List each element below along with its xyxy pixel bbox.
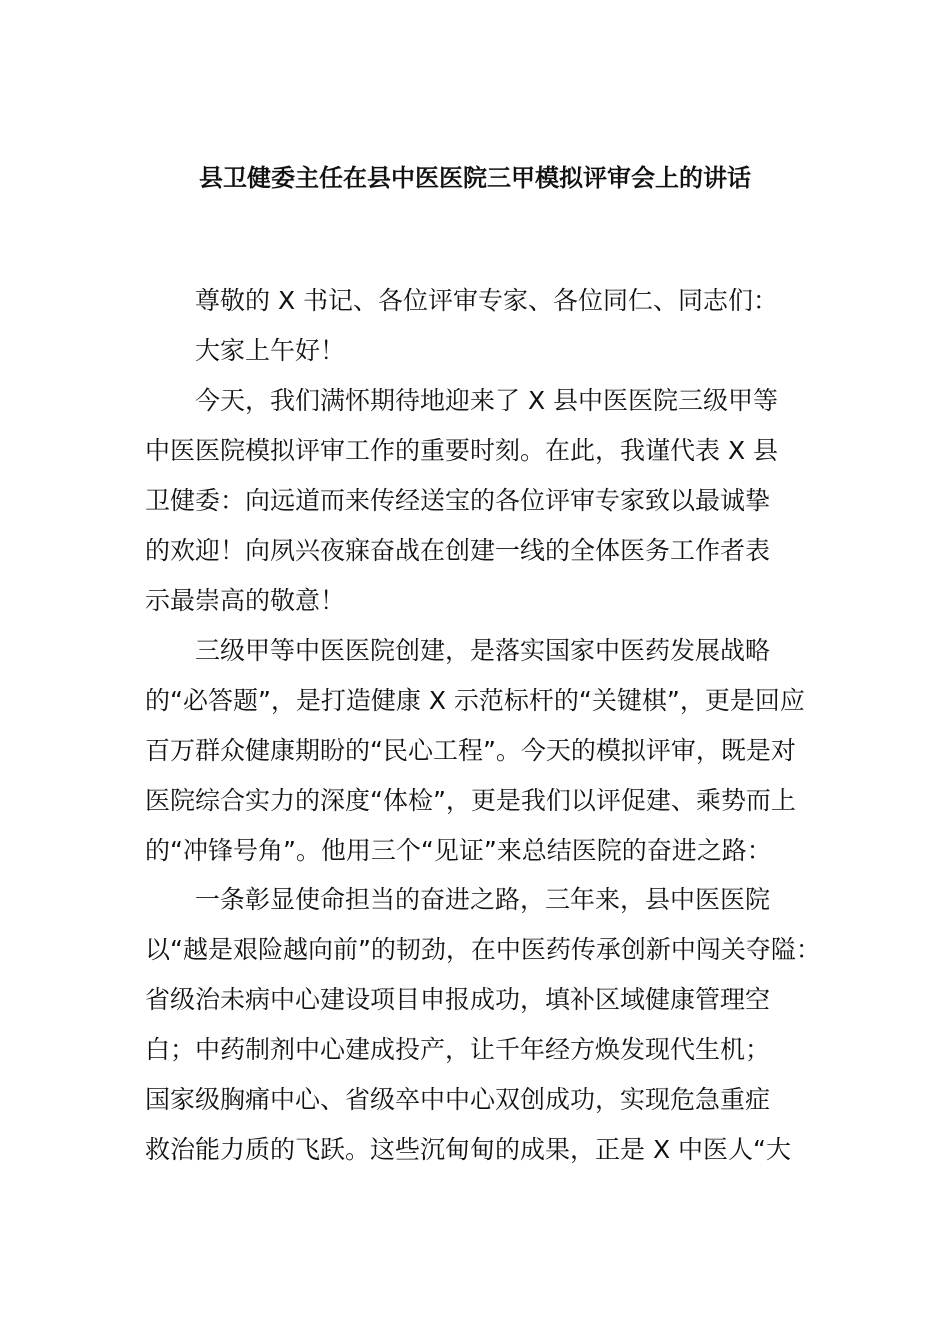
paragraph-line: 以“越是艰险越向前”的韧劲，在中医药传承创新中闯关夺隘： xyxy=(145,935,821,964)
paragraph-line: 的欢迎！向夙兴夜寐奋战在创建一线的全体医务工作者表 xyxy=(145,536,771,565)
paragraph-line: 白；中药制剂中心建成投产，让千年经方焕发现代生机； xyxy=(145,1035,771,1064)
paragraph-line: 救治能力质的飞跃。这些沉甸甸的成果，正是 X 中医人“大 xyxy=(145,1135,791,1164)
paragraph-line: 省级治未病中心建设项目申报成功，填补区域健康管理空 xyxy=(145,985,771,1014)
paragraph-line: 中医医院模拟评审工作的重要时刻。在此，我谨代表 X 县 xyxy=(145,436,779,465)
paragraph-line: 一条彰显使命担当的奋进之路，三年来，县中医医院 xyxy=(195,885,771,914)
paragraph-line: 三级甲等中医医院创建，是落实国家中医药发展战略 xyxy=(195,636,771,665)
document-title: 县卫健委主任在县中医医院三甲模拟评审会上的讲话 xyxy=(199,164,751,192)
paragraph-line: 国家级胸痛中心、省级卒中中心双创成功，实现危急重症 xyxy=(145,1085,771,1114)
paragraph-line: 百万群众健康期盼的“民心工程”。今天的模拟评审，既是对 xyxy=(145,736,796,765)
paragraph-line: 的“必答题”，是打造健康 X 示范标杆的“关键棋”，更是回应 xyxy=(145,686,805,715)
greeting-line: 大家上午好！ xyxy=(195,336,346,365)
paragraph-line: 医院综合实力的深度“体检”，更是我们以评促建、乘势而上 xyxy=(145,786,796,815)
salutation-line: 尊敬的 X 书记、各位评审专家、各位同仁、同志们： xyxy=(195,286,779,315)
paragraph-line: 示最崇高的敬意！ xyxy=(145,586,346,615)
paragraph-line: 今天，我们满怀期待地迎来了 X 县中医医院三级甲等 xyxy=(195,386,779,415)
paragraph-line: 卫健委：向远道而来传经送宝的各位评审专家致以最诚挚 xyxy=(145,486,771,515)
paragraph-line: 的“冲锋号角”。他用三个“见证”来总结医院的奋进之路： xyxy=(145,836,772,865)
